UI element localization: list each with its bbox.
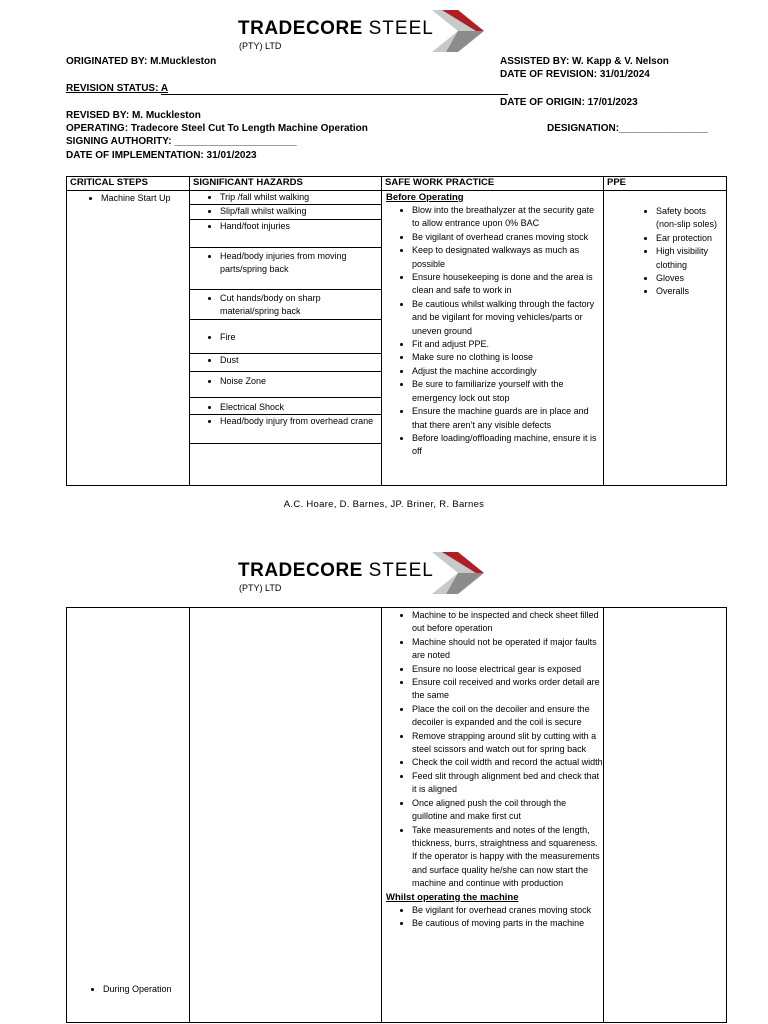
revision-status-line	[161, 94, 508, 95]
ppe-item: • Gloves	[656, 272, 722, 285]
ppe-item: • High visibility clothing	[656, 245, 722, 272]
hazard-item: • Noise Zone	[220, 375, 381, 388]
company-logo	[238, 8, 498, 60]
practice-item: • Be cautious of moving parts in the machine	[412, 917, 603, 930]
hazard-item: • Trip /fall whilst walking	[220, 191, 381, 204]
before-operating-list	[382, 204, 603, 459]
ppe-item: • Ear protection	[656, 232, 722, 245]
table-row	[67, 608, 727, 1023]
critical-step-cell	[67, 191, 190, 486]
assisted-by: ASSISTED BY: W. Kapp & V. Nelson	[500, 56, 669, 67]
ppe-list	[604, 205, 726, 299]
practice-item: • Adjust the machine accordingly	[412, 365, 603, 378]
practice-item: • Machine should not be operated if major faults are noted	[412, 636, 603, 663]
practice-item: • Ensure the machine guards are in place and that there aren’t any visible defects	[412, 405, 603, 432]
safe-work-practice-cell	[382, 608, 604, 1023]
column-header-critical-steps: CRITICAL STEPS	[67, 177, 190, 191]
before-operating-list-continued	[382, 609, 603, 891]
table-row	[67, 191, 727, 486]
hazard-item: • Cut hands/body on sharp material/spring back	[220, 292, 381, 319]
logo-subtitle: (PTY) LTD	[239, 41, 282, 51]
safe-work-practice-cell	[382, 191, 604, 486]
practice-item: • Ensure housekeeping is done and the area is clean and safe to work in	[412, 271, 603, 298]
practice-item: • Before loading/offloading machine, ensure it is off	[412, 432, 603, 459]
footer-names: A.C. Hoare, D. Barnes, JP. Briner, R. Barnes	[283, 499, 485, 510]
practice-item: • Be vigilant of overhead cranes moving stock	[412, 231, 603, 244]
company-logo-page-2	[238, 550, 498, 602]
logo-chevron-icon	[428, 8, 488, 54]
table-header-row	[67, 177, 727, 191]
operating: OPERATING: Tradecore Steel Cut To Length Machine Operation	[66, 123, 368, 134]
date-of-revision: DATE OF REVISION: 31/01/2024	[500, 69, 650, 80]
practice-item: • Be sure to familiarize yourself with the emergency lock out stop	[412, 378, 603, 405]
logo-wordmark: TRADECORE STEEL	[238, 560, 434, 581]
practice-item: • Be cautious whilst walking through the factory and be vigilant for moving vehicles/parts or uneven ground	[412, 298, 603, 338]
practice-item: • Remove strapping around slit by cutting with a steel scissors and watch out for spring back	[412, 730, 603, 757]
practice-item: • Fit and adjust PPE.	[412, 338, 603, 351]
practice-item: • Check the coil width and record the actual width	[412, 756, 603, 769]
logo-wordmark: TRADECORE STEEL	[238, 18, 434, 39]
date-of-origin: DATE OF ORIGIN: 17/01/2023	[500, 97, 638, 108]
practice-item: • Ensure coil received and works order detail are the same	[412, 676, 603, 703]
originated-by: ORIGINATED BY: M.Muckleston	[66, 56, 217, 67]
risk-assessment-table	[66, 176, 727, 486]
hazard-item: • Head/body injury from overhead crane	[220, 415, 381, 428]
revision-status: REVISION STATUS: A	[66, 83, 169, 94]
column-header-ppe: PPE	[604, 177, 727, 191]
logo-chevron-icon	[428, 550, 488, 596]
designation: DESIGNATION:________________	[547, 123, 709, 134]
critical-step-cell	[67, 608, 190, 1023]
ppe-cell	[604, 608, 727, 1023]
practice-item: • Blow into the breathalyzer at the security gate to allow entrance upon 0% BAC	[412, 204, 603, 231]
section-before-operating: Before Operating	[386, 192, 464, 203]
logo-subtitle: (PTY) LTD	[239, 583, 282, 593]
hazard-item: • Dust	[220, 354, 381, 367]
column-header-safe-work-practice: SAFE WORK PRACTICE	[382, 177, 604, 191]
date-of-implementation: DATE OF IMPLEMENTATION: 31/01/2023	[66, 150, 257, 161]
section-whilst-operating: Whilst operating the machine	[386, 891, 519, 903]
practice-item: • Make sure no clothing is loose	[412, 351, 603, 364]
signing-authority: SIGNING AUTHORITY: ______________________	[66, 136, 297, 147]
whilst-operating-list	[382, 904, 603, 931]
hazard-item: • Slip/fall whilst walking	[220, 205, 381, 218]
critical-step-item: • During Operation	[103, 983, 189, 996]
hazard-item: • Fire	[220, 331, 381, 344]
practice-item: • Once aligned push the coil through the guillotine and make first cut	[412, 797, 603, 824]
risk-assessment-table-continued	[66, 607, 727, 1023]
hazards-cell	[190, 608, 382, 1023]
practice-item: • Ensure no loose electrical gear is exposed	[412, 663, 603, 676]
hazard-item: • Electrical Shock	[220, 401, 381, 414]
revised-by: REVISED BY: M. Muckleston	[66, 110, 201, 121]
practice-item: • Be vigilant for overhead cranes moving stock	[412, 904, 603, 917]
practice-item: • Take measurements and notes of the length, thickness, burrs, straightness and squareness. If the operator is happy with the measurements and surface quality he/she can now start the machine and continue with production	[412, 824, 603, 891]
hazard-item: • Hand/foot injuries	[220, 220, 381, 233]
hazards-cell	[190, 191, 382, 486]
practice-item: • Feed slit through alignment bed and check that it is aligned	[412, 770, 603, 797]
practice-item: • Place the coil on the decoiler and ensure the decoiler is expanded and the coil is secure	[412, 703, 603, 730]
critical-step-item: • Machine Start Up	[101, 192, 189, 205]
column-header-significant-hazards: SIGNIFICANT HAZARDS	[190, 177, 382, 191]
ppe-item: • Safety boots (non-slip soles)	[656, 205, 722, 232]
ppe-cell	[604, 191, 727, 486]
ppe-item: • Overalls	[656, 285, 722, 298]
hazard-item: • Head/body injuries from moving parts/spring back	[220, 250, 381, 277]
practice-item: • Machine to be inspected and check sheet filled out before operation	[412, 609, 603, 636]
practice-item: • Keep to designated walkways as much as possible	[412, 244, 603, 271]
